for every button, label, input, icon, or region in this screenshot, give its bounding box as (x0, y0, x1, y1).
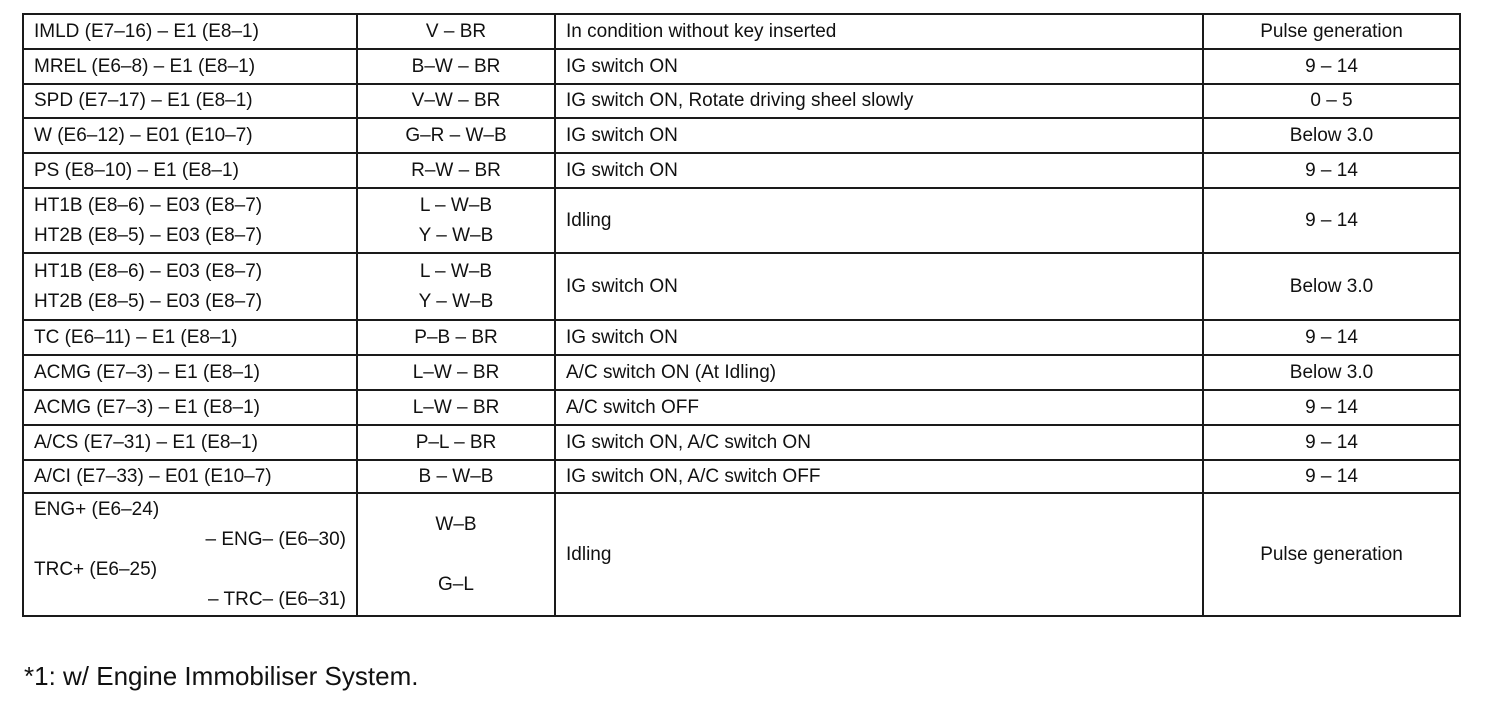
wire-color-cell: P–B – BR (357, 320, 555, 355)
condition-cell: Idling (555, 188, 1203, 253)
spec-cell: 9 – 14 (1203, 49, 1460, 84)
terminal-cell (23, 493, 357, 616)
terminal-cell: SPD (E7–17) – E1 (E8–1) (23, 84, 357, 118)
spec-cell: Below 3.0 (1203, 118, 1460, 153)
condition-cell: IG switch ON (555, 153, 1203, 188)
table-row (23, 320, 1460, 355)
terminal-line: ENG+ (E6–24) (34, 498, 160, 520)
wire-line: G–L (438, 573, 474, 595)
spec-cell: 9 – 14 (1203, 460, 1460, 493)
wire-color-cell: V–W – BR (357, 84, 555, 118)
condition-cell: IG switch ON (555, 253, 1203, 320)
terminal-spec-table (22, 13, 1461, 617)
spec-cell: 9 – 14 (1203, 153, 1460, 188)
spec-cell: Pulse generation (1203, 493, 1460, 616)
table-row (23, 425, 1460, 460)
condition-cell: A/C switch OFF (555, 390, 1203, 425)
terminal-cell: MREL (E6–8) – E1 (E8–1) (23, 49, 357, 84)
terminal-cell: PS (E8–10) – E1 (E8–1) (23, 153, 357, 188)
wire-color-cell: V – BR (357, 14, 555, 49)
wire-color-cell (357, 493, 555, 616)
table-row (23, 460, 1460, 493)
table-row (23, 14, 1460, 49)
condition-cell: IG switch ON (555, 320, 1203, 355)
wire-color-cell: P–L – BR (357, 425, 555, 460)
wire-color-cell: R–W – BR (357, 153, 555, 188)
terminal-line: TRC+ (E6–25) (34, 558, 158, 580)
spec-cell: 9 – 14 (1203, 425, 1460, 460)
condition-cell: IG switch ON (555, 49, 1203, 84)
table-row (23, 355, 1460, 390)
wire-color-cell (357, 188, 555, 253)
spec-cell: 9 – 14 (1203, 390, 1460, 425)
terminal-cell: ACMG (E7–3) – E1 (E8–1) (23, 355, 357, 390)
terminal-cell: W (E6–12) – E01 (E10–7) (23, 118, 357, 153)
condition-cell: IG switch ON, A/C switch OFF (555, 460, 1203, 493)
wire-line: L – W–B (419, 194, 493, 216)
wire-color-cell: L–W – BR (357, 390, 555, 425)
wire-line: Y – W–B (418, 290, 494, 312)
terminal-line: HT2B (E8–5) – E03 (E8–7) (34, 290, 263, 312)
table-row (23, 153, 1460, 188)
condition-cell: IG switch ON, A/C switch ON (555, 425, 1203, 460)
terminal-cell: TC (E6–11) – E1 (E8–1) (23, 320, 357, 355)
table-row (23, 493, 1460, 616)
terminal-line: HT2B (E8–5) – E03 (E8–7) (34, 224, 263, 246)
spec-cell: Pulse generation (1203, 14, 1460, 49)
table-row (23, 188, 1460, 253)
wire-color-cell: B – W–B (357, 460, 555, 493)
wire-color-cell: B–W – BR (357, 49, 555, 84)
footnote: *1: w/ Engine Immobiliser System. (24, 661, 419, 691)
terminal-cell: A/CS (E7–31) – E1 (E8–1) (23, 425, 357, 460)
spec-cell: 9 – 14 (1203, 188, 1460, 253)
wire-color-cell: L–W – BR (357, 355, 555, 390)
terminal-line: HT1B (E8–6) – E03 (E8–7) (34, 260, 263, 282)
terminal-line: HT1B (E8–6) – E03 (E8–7) (34, 194, 263, 216)
terminal-cell: A/CI (E7–33) – E01 (E10–7) (23, 460, 357, 493)
condition-cell: IG switch ON, Rotate driving sheel slowly (555, 84, 1203, 118)
terminal-line: – TRC– (E6–31) (208, 588, 346, 610)
condition-cell: A/C switch ON (At Idling) (555, 355, 1203, 390)
wire-line: W–B (435, 513, 477, 535)
spec-cell: 0 – 5 (1203, 84, 1460, 118)
wire-line: Y – W–B (418, 224, 494, 246)
terminal-line: – ENG– (E6–30) (205, 528, 346, 550)
wire-color-cell: G–R – W–B (357, 118, 555, 153)
terminal-cell (23, 188, 357, 253)
table-row (23, 118, 1460, 153)
table-row (23, 49, 1460, 84)
table-row (23, 390, 1460, 425)
spec-cell: Below 3.0 (1203, 355, 1460, 390)
terminal-cell (23, 253, 357, 320)
spec-cell: 9 – 14 (1203, 320, 1460, 355)
table-row (23, 84, 1460, 118)
terminal-cell: ACMG (E7–3) – E1 (E8–1) (23, 390, 357, 425)
table-row (23, 253, 1460, 320)
wire-line: L – W–B (419, 260, 493, 282)
condition-cell: IG switch ON (555, 118, 1203, 153)
terminal-cell: IMLD (E7–16) – E1 (E8–1) (23, 14, 357, 49)
condition-cell: In condition without key inserted (555, 14, 1203, 49)
spec-cell: Below 3.0 (1203, 253, 1460, 320)
condition-cell: Idling (555, 493, 1203, 616)
wire-color-cell (357, 253, 555, 320)
wire-spacer (368, 540, 544, 570)
